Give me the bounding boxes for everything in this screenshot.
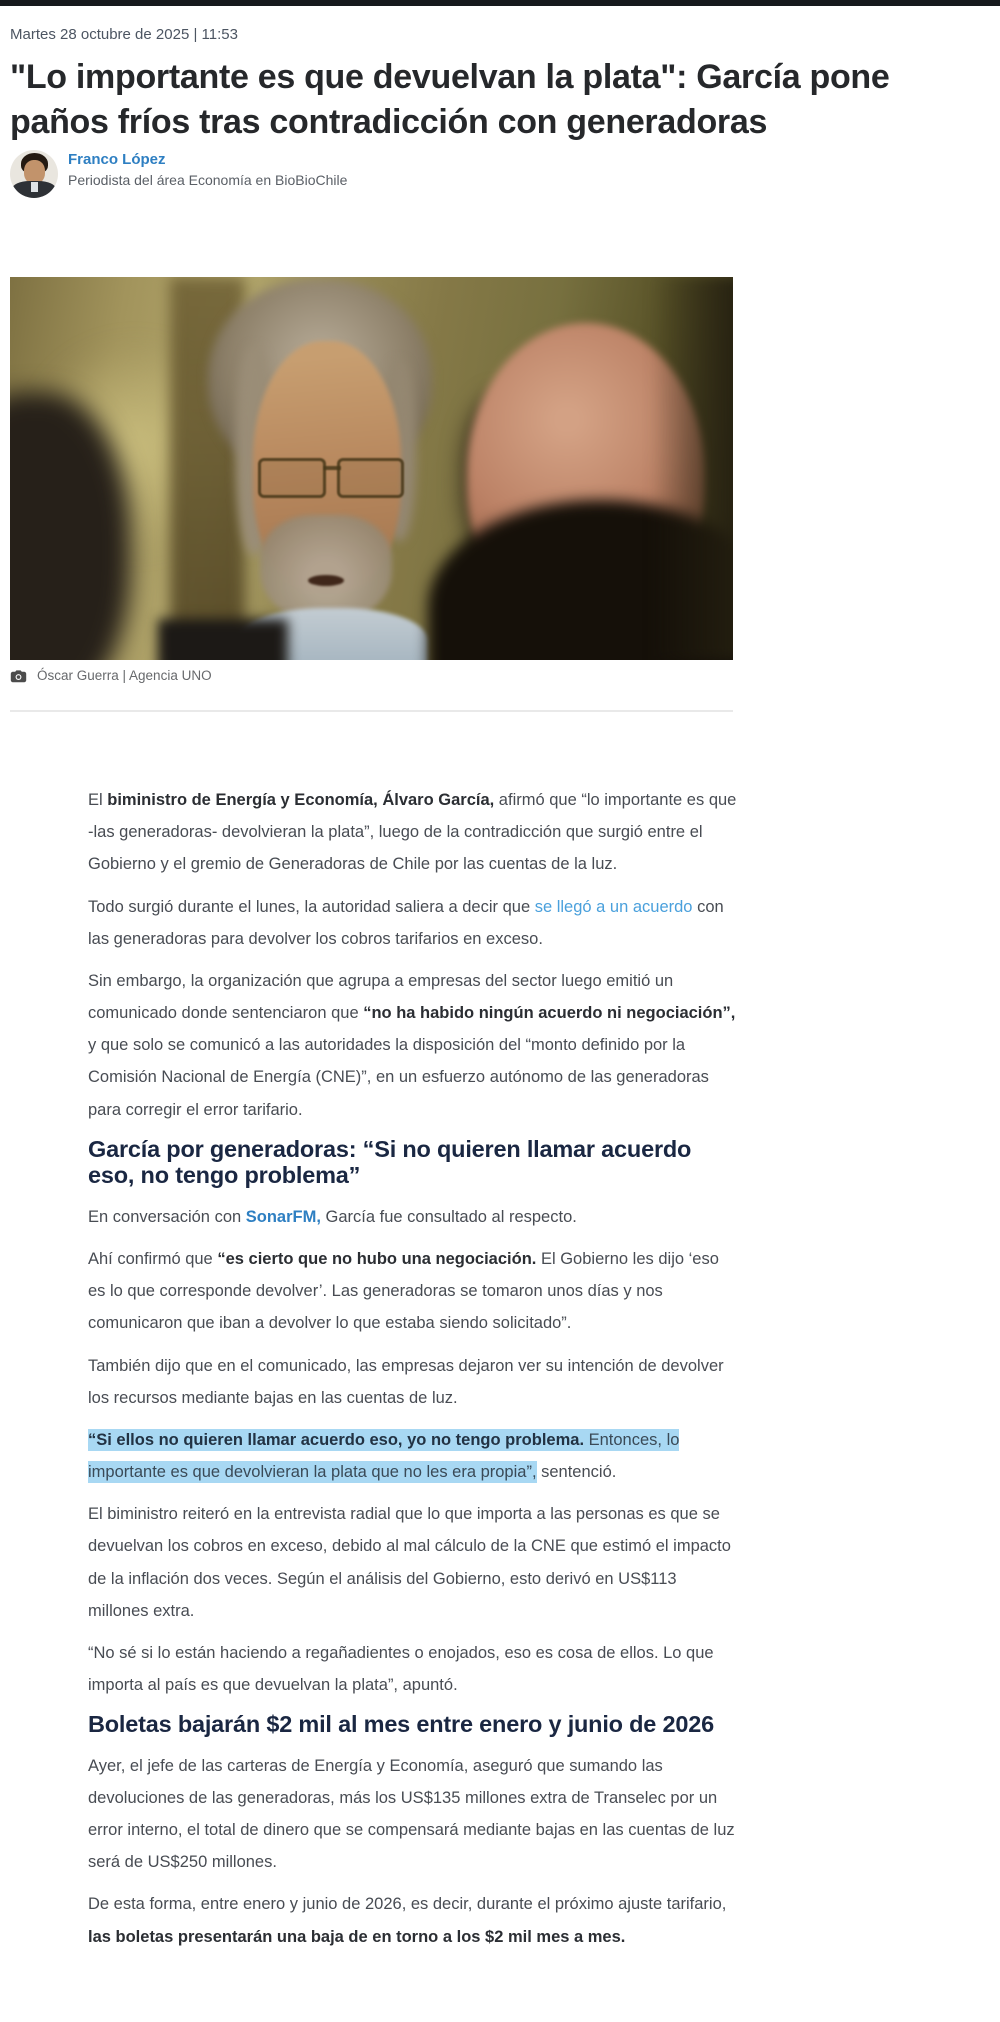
glasses-bridge <box>323 466 341 470</box>
article-paragraph <box>88 1350 738 1414</box>
photo-caption <box>10 668 730 683</box>
article-paragraph <box>88 1243 738 1340</box>
text-segment: Sin embargo, la organización que agrupa a empresas del sector luego emitió un comunicado donde sentenciaron que <box>88 971 674 1023</box>
camera-icon <box>10 669 27 683</box>
text-segment: las boletas presentarán una baja de en torno a los $2 mil mes a mes. <box>88 1927 626 1946</box>
photo-garcia-beard <box>260 515 392 623</box>
text-segment: También dijo que en el comunicado, las empresas dejaron ver su intención de devolver los recursos mediante bajas en las cuentas de luz. <box>88 1356 724 1407</box>
avatar <box>10 150 58 198</box>
hero-image <box>10 277 733 660</box>
page-title: "Lo importante es que devuelvan la plata": García pone paños fríos tras contradicción con generadoras <box>10 58 890 141</box>
article-paragraph <box>88 1201 738 1233</box>
section-divider <box>10 710 733 712</box>
glasses-lens-right <box>337 458 405 498</box>
text-segment: “No sé si lo están haciendo a regañadientes o enojados, eso es cosa de ellos. Lo que importa al país es que devuelvan la plata”, apuntó. <box>88 1643 714 1695</box>
section-heading: Boletas bajarán $2 mil al mes entre enero y junio de 2026 <box>88 1711 714 1738</box>
text-segment: De esta forma, entre enero y junio de 2026, es decir, durante el próximo ajuste tarifario, <box>88 1895 727 1914</box>
text-segment: En conversación con <box>88 1207 246 1226</box>
text-segment: afirmó que “lo importante es que -las generadoras- devolvieran la plata”, luego de la contradicción que surgió entre el Gobierno y el gremio de Generadoras de Chile por las cuentas de la luz. <box>88 791 737 874</box>
text-segment: El biministro reiteró en la entrevista radial que lo que importa a las personas es que se devuelvan los cobros en exceso, debido al mal cálculo de la CNE que estimó el impacto de la inflación dos veces. Según el análisis del Gobierno, esto derivó en US$113 millones extra. <box>88 1505 731 1620</box>
text-segment: Ayer, el jefe de las carteras de Energía y Economía, aseguró que sumando las devoluciones de las generadoras, más los US$135 millones extra de Transelec por un error interno, el total de dinero que se compensará mediante bajas en las cuentas de luz será de US$250 millones. <box>88 1756 735 1872</box>
collapsed-header-bar <box>0 0 1000 6</box>
glasses-lens-left <box>258 458 326 498</box>
article-paragraph <box>88 784 738 881</box>
inline-link[interactable]: se llegó a un acuerdo <box>534 897 693 916</box>
text-segment: con las generadoras para devolver los cobros tarifarios en exceso. <box>88 897 724 948</box>
article-body <box>88 784 738 1963</box>
text-segment: El Gobierno les dijo ‘eso es lo que corresponde devolver’. Las generadoras se tomaron unos días y nos comunicaron que iban a devolver lo que estaba siendo solicitado”. <box>88 1249 719 1333</box>
section-heading: García por generadoras: “Si no quieren llamar acuerdo eso, no tengo problema” <box>88 1135 692 1189</box>
text-segment: Ahí confirmó que <box>88 1249 218 1268</box>
photo-garcia-glasses <box>258 458 404 498</box>
photo-credit: Óscar Guerra | Agencia UNO <box>37 668 212 683</box>
text-segment: “Si ellos no quieren llamar acuerdo eso, yo no tengo problema. <box>88 1430 585 1449</box>
author-role: Periodista del área Economía en BioBioChile <box>68 172 348 188</box>
text-segment: biministro de Energía y Economía, Álvaro García, <box>107 791 495 809</box>
text-segment: Todo surgió durante el lunes, la autoridad saliera a decir que <box>88 897 535 916</box>
avatar-shirt <box>31 182 38 192</box>
text-segment: García fue consultado al respecto. <box>320 1207 577 1226</box>
article-paragraph <box>88 891 738 955</box>
text-segment: y que solo se comunicó a las autoridades la disposición del “monto definido por la Comisión Nacional de Energía (CNE)”, en un esfuerzo autónomo de las generadoras para corregir el error tarifario. <box>88 1036 709 1119</box>
text-segment: El <box>88 791 108 809</box>
photo-garcia-mouth <box>308 575 344 586</box>
article-paragraph <box>88 1424 738 1488</box>
article-paragraph <box>88 1498 738 1627</box>
article-paragraph <box>88 965 738 1126</box>
text-segment: “no ha habido ningún acuerdo ni negociación”, <box>363 1004 736 1023</box>
article-paragraph <box>88 1888 738 1952</box>
photo-right-shadow <box>650 277 733 660</box>
author-name-link[interactable]: Franco López <box>68 151 166 168</box>
publish-date: Martes 28 octubre de 2025 | 11:53 <box>10 26 238 43</box>
article-paragraph <box>88 1637 738 1701</box>
text-segment: sentenció. <box>536 1463 617 1482</box>
article-paragraph <box>88 1750 738 1879</box>
inline-link[interactable]: SonarFM, <box>245 1207 321 1226</box>
photo-garcia-jacket <box>158 619 288 660</box>
text-segment: “es cierto que no hubo una negociación. <box>217 1249 537 1268</box>
text-segment: Entonces, lo importante es que devolvieran la plata que no les era propia”, <box>88 1430 680 1482</box>
